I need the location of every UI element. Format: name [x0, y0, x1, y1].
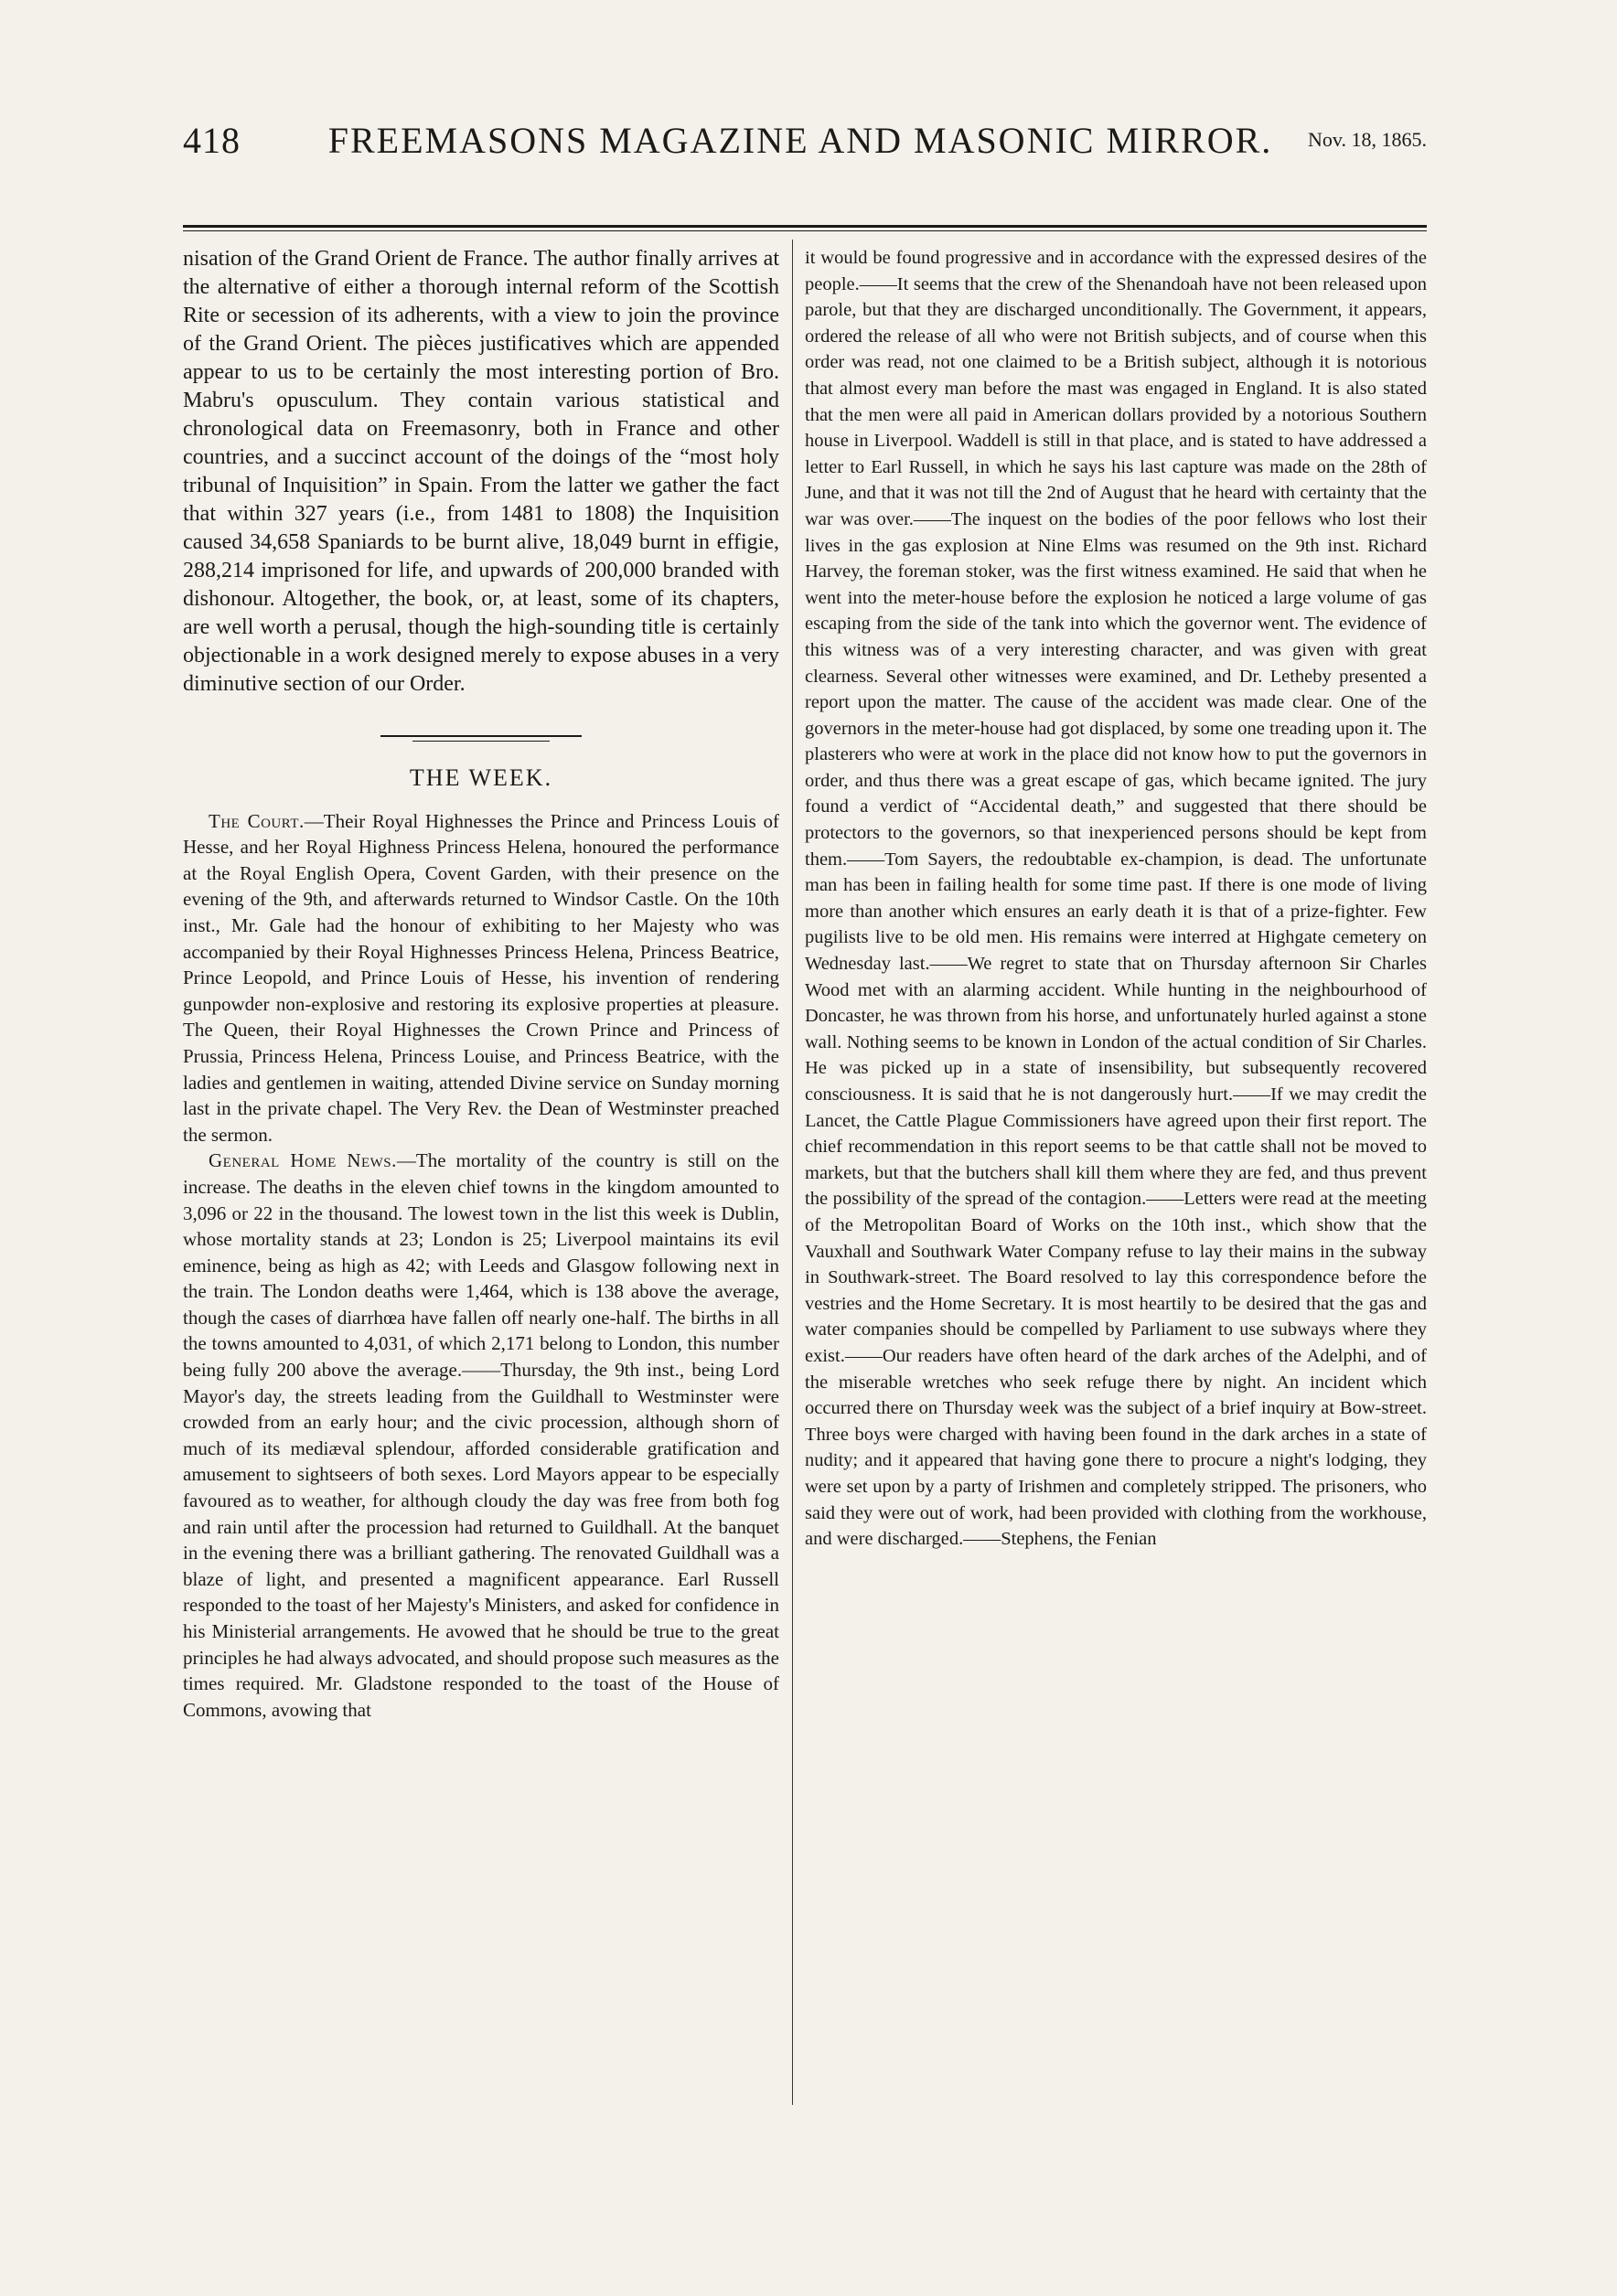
- home-news-run-in: General Home News.: [209, 1149, 397, 1172]
- right-column-text: it would be found progressive and in accordance with the expressed desires of the people.——It seems that the crew of the Shenandoah have not been released upon parole, but that they are discharged unconditionally. The Government, it appears, ordered the release of all who were not British subjects, and of course when this order was read, not one claimed to be a British subject, although it is notorious that almost every man before the mast was engaged in England. It is also stated that the men were all paid in American dollars provided by a notorious Southern house in Liverpool. Waddell is still in that place, and is stated to have addressed a letter to Earl Russell, in which he says his last capture was made on the 28th of June, and that it was not till the 2nd of August that he heard with certainty that the war was over.——The inquest on the bodies of the poor fellows who lost their lives in the gas explosion at Nine Elms was resumed on the 9th inst. Richard Harvey, the foreman stoker, was the first witness examined. He said that when he went into the meter-house before the explosion he noticed a large volume of gas escaping from the side of the tank into which the governor went. The evidence of this witness was of a very interesting character, and was given with great clearness. Several other witnesses were examined, and Dr. Letheby presented a report upon the matter. The cause of the accident was made clear. One of the governors in the meter-house had got displaced, by some one treading upon it. The plasterers who were at work in the place did not know how to put the governors in order, and thus there was a great escape of gas, which became ignited. The jury found a verdict of “Accidental death,” and suggested that there should be protectors to the governors, so that inexperienced persons should be kept from them.——Tom Sayers, the redoubtable ex-champion, is dead. The unfortunate man has been in failing health for some time past. If there is one mode of living more than another which ensures an early death it is that of a prize-fighter. Few pugilists live to be old men. His remains were interred at Highgate cemetery on Wednesday last.——We regret to state that on Thursday afternoon Sir Charles Wood met with an alarming accident. While hunting in the neighbourhood of Doncaster, he was thrown from his horse, and unfortunately hurled against a stone wall. Nothing seems to be known in London of the actual condition of Sir Charles. He was picked up in a state of insensibility, but subsequently recovered consciousness. It is said that he is not dangerously hurt.——If we may credit the Lancet, the Cattle Plague Commissioners have agreed upon their first report. The chief recommendation in this report seems to be that cattle shall not be moved to markets, but that the butchers shall kill them where they are fed, and thus prevent the possibility of the spread of the contagion.——Letters were read at the meeting of the Metropolitan Board of Works on the 10th inst., which show that the Vauxhall and Southwark Water Company refuse to lay their mains in the subway in Southwark-street. The Board resolved to lay this correspondence before the vestries and the Home Secretary. It is most heartily to be desired that the gas and water companies should be compelled by Parliament to use subways where they exist.——Our readers have often heard of the dark arches of the Adelphi, and of the miserable wretches who seek refuge there by night. An incident which occurred there on Thursday week was the subject of a brief inquiry at Bow-street. Three boys were charged with having been found in the dark arches in a state of nudity; and it appeared that having gone there to procure a night's lodging, they were set upon by a party of Irishmen and completely stripped. The prisoners, who said they were out of work, had been provided with clothing from the workhouse, and were discharged.——Stephens, the Fenian: [805, 248, 1427, 1550]
- column-rule: [792, 240, 793, 2105]
- right-column: [805, 245, 1427, 1553]
- court-paragraph: [183, 808, 779, 1148]
- left-column: [183, 245, 779, 1723]
- court-run-in: The Court.: [209, 809, 305, 832]
- home-news-text: —The mortality of the country is still on the increase. The deaths in the eleven chief towns in the kingdom amounted to 3,096 or 22 in the thousand. The lowest town in the list this week is Dublin, whose mortality stands at 23; London is 25; Liverpool maintains its evil eminence, being as high as 42; with Leeds and Glasgow following next in the train. The London deaths were 1,464, which is 138 above the average, though the cases of diarrhœa have fallen off nearly one-half. The births in all the towns amounted to 4,031, of which 2,171 belong to London, this number being fully 200 above the average.——Thursday, the 9th inst., being Lord Mayor's day, the streets leading from the Guildhall to Westminster were crowded from an early hour; and the civic procession, although shorn of much of its mediæval splendour, afforded considerable gratification and amusement to sightseers of both sexes. Lord Mayors appear to be especially favoured as to weather, for although cloudy the day was free from both fog and rain until after the procession had returned to Guildhall. At the banquet in the evening there was a brilliant gathering. The renovated Guildhall was a blaze of light, and presented a magnificent appearance. Earl Russell responded to the toast of her Majesty's Ministers, and asked for confidence in his Ministerial arrangements. He avowed that he should be true to the great principles he had always advocated, and should propose such measures as the times required. Mr. Gladstone responded to the toast of the House of Commons, avowing that: [183, 1149, 779, 1721]
- issue-date: Nov. 18, 1865.: [1308, 128, 1427, 151]
- running-title: FREEMASONS MAGAZINE AND MASONIC MIRROR.: [327, 120, 1273, 161]
- page-number: 418: [183, 120, 241, 161]
- section-divider: [380, 735, 582, 742]
- intro-paragraph: nisation of the Grand Orient de France. The author finally arrives at the alternative of either a thorough internal reform of the Scottish Rite or secession of its adherents, with a view to join the province of the Grand Orient. The pièces justificatives which are appended appear to us to be certainly the most interesting portion of Bro. Mabru's opusculum. They contain various statistical and chronological data on Freemasonry, both in France and other countries, and a succinct account of the doings of the “most holy tribunal of Inquisition” in Spain. From the latter we gather the fact that within 327 years (i.e., from 1481 to 1808) the Inquisition caused 34,658 Spaniards to be burnt alive, 18,049 burnt in effigie, 288,214 imprisoned for life, and upwards of 200,000 branded with dishonour. Altogether, the book, or, at least, some of its chapters, are well worth a perusal, though the high-sounding title is certainly objectionable in a work designed merely to expose abuses in a very diminutive section of our Order.: [183, 247, 779, 696]
- section-title: THE WEEK.: [409, 764, 553, 791]
- court-text: —Their Royal Highnesses the Prince and Princess Louis of Hesse, and her Royal Highness Princess Helena, honoured the performance at the Royal English Opera, Covent Garden, with their presence on the evening of the 9th, and afterwards returned to Windsor Castle. On the 10th inst., Mr. Gale had the honour of exhibiting to her Majesty who was accompanied by their Royal Highnesses Princess Helena, Princess Beatrice, Prince Leopold, and Prince Louis of Hesse, his invention of rendering gunpowder non-explosive and restoring its explosive properties at pleasure. The Queen, their Royal Highnesses the Crown Prince and Princess of Prussia, Princess Helena, Princess Louise, and Princess Beatrice, with the ladies and gentlemen in waiting, attended Divine service on Sunday morning last in the private chapel. The Very Rev. the Dean of Westminster preached the sermon.: [183, 809, 779, 1146]
- header-rule-thin: [183, 230, 1427, 231]
- page-header: [183, 119, 1427, 174]
- home-news-paragraph: [183, 1148, 779, 1723]
- header-rule: [183, 225, 1427, 228]
